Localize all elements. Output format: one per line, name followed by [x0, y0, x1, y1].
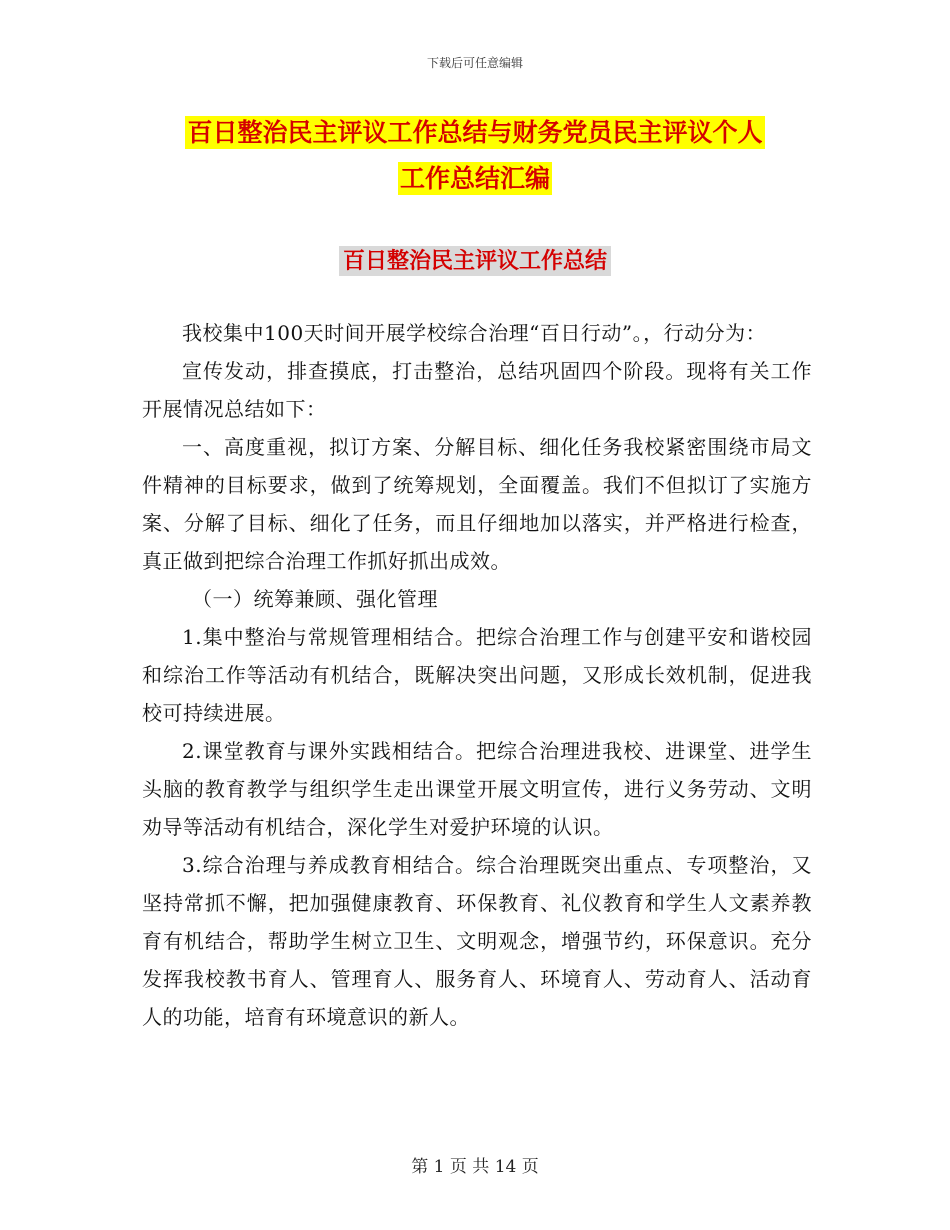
header-note: 下载后可任意编辑: [426, 56, 523, 70]
paragraph: 宣传发动，排查摸底，打击整治，总结巩固四个阶段。现将有关工作开展情况总结如下：: [142, 359, 812, 421]
paragraph: 3.综合治理与养成教育相结合。综合治理既突出重点、专项整治，又坚持常抓不懈，把加强健康教育、环保教育、礼仪教育和学生人文素养教育有机结合，帮助学生树立卫生、文明观念，增强节约，环保意识。充分发挥我校教书育人、管理育人、服务育人、环境育人、劳动育人、活动育人的功能，培育有环境意识的新人。: [142, 853, 812, 1029]
main-title-line-2: 工作总结汇编: [399, 164, 550, 193]
paragraph: 一、高度重视，拟订方案、分解目标、细化任务我校紧密围绕市局文件精神的目标要求，做到了统筹规划，全面覆盖。我们不但拟订了实施方案、分解了目标、细化了任务，而且仔细地加以落实，并严格进行检查，真正做到把综合治理工作抓好抓出成效。: [142, 435, 812, 573]
paragraph: 2.课堂教育与课外实践相结合。把综合治理进我校、进课堂、进学生头脑的教育教学与组织学生走出课堂开展文明宣传，进行义务劳动、文明劝导等活动有机结合，深化学生对爱护环境的认识。: [142, 739, 812, 839]
main-title: [0, 110, 950, 202]
main-title-line-1: 百日整治民主评议工作总结与财务党员民主评议个人: [187, 118, 763, 147]
paragraph: （一）统筹兼顾、强化管理: [192, 587, 438, 611]
section-title-text: 百日整治民主评议工作总结: [339, 246, 611, 276]
section-title: [0, 244, 950, 275]
page-number-footer: 第 1 页 共 14 页: [411, 1157, 539, 1177]
paragraph: 1.集中整治与常规管理相结合。把综合治理工作与创建平安和谐校园和综治工作等活动有机结合，既解决突出问题，又形成长效机制，促进我校可持续进展。: [142, 625, 812, 725]
body-text: [142, 314, 812, 1036]
paragraph: 我校集中100天时间开展学校综合治理“百日行动”。，行动分为：: [182, 321, 767, 345]
